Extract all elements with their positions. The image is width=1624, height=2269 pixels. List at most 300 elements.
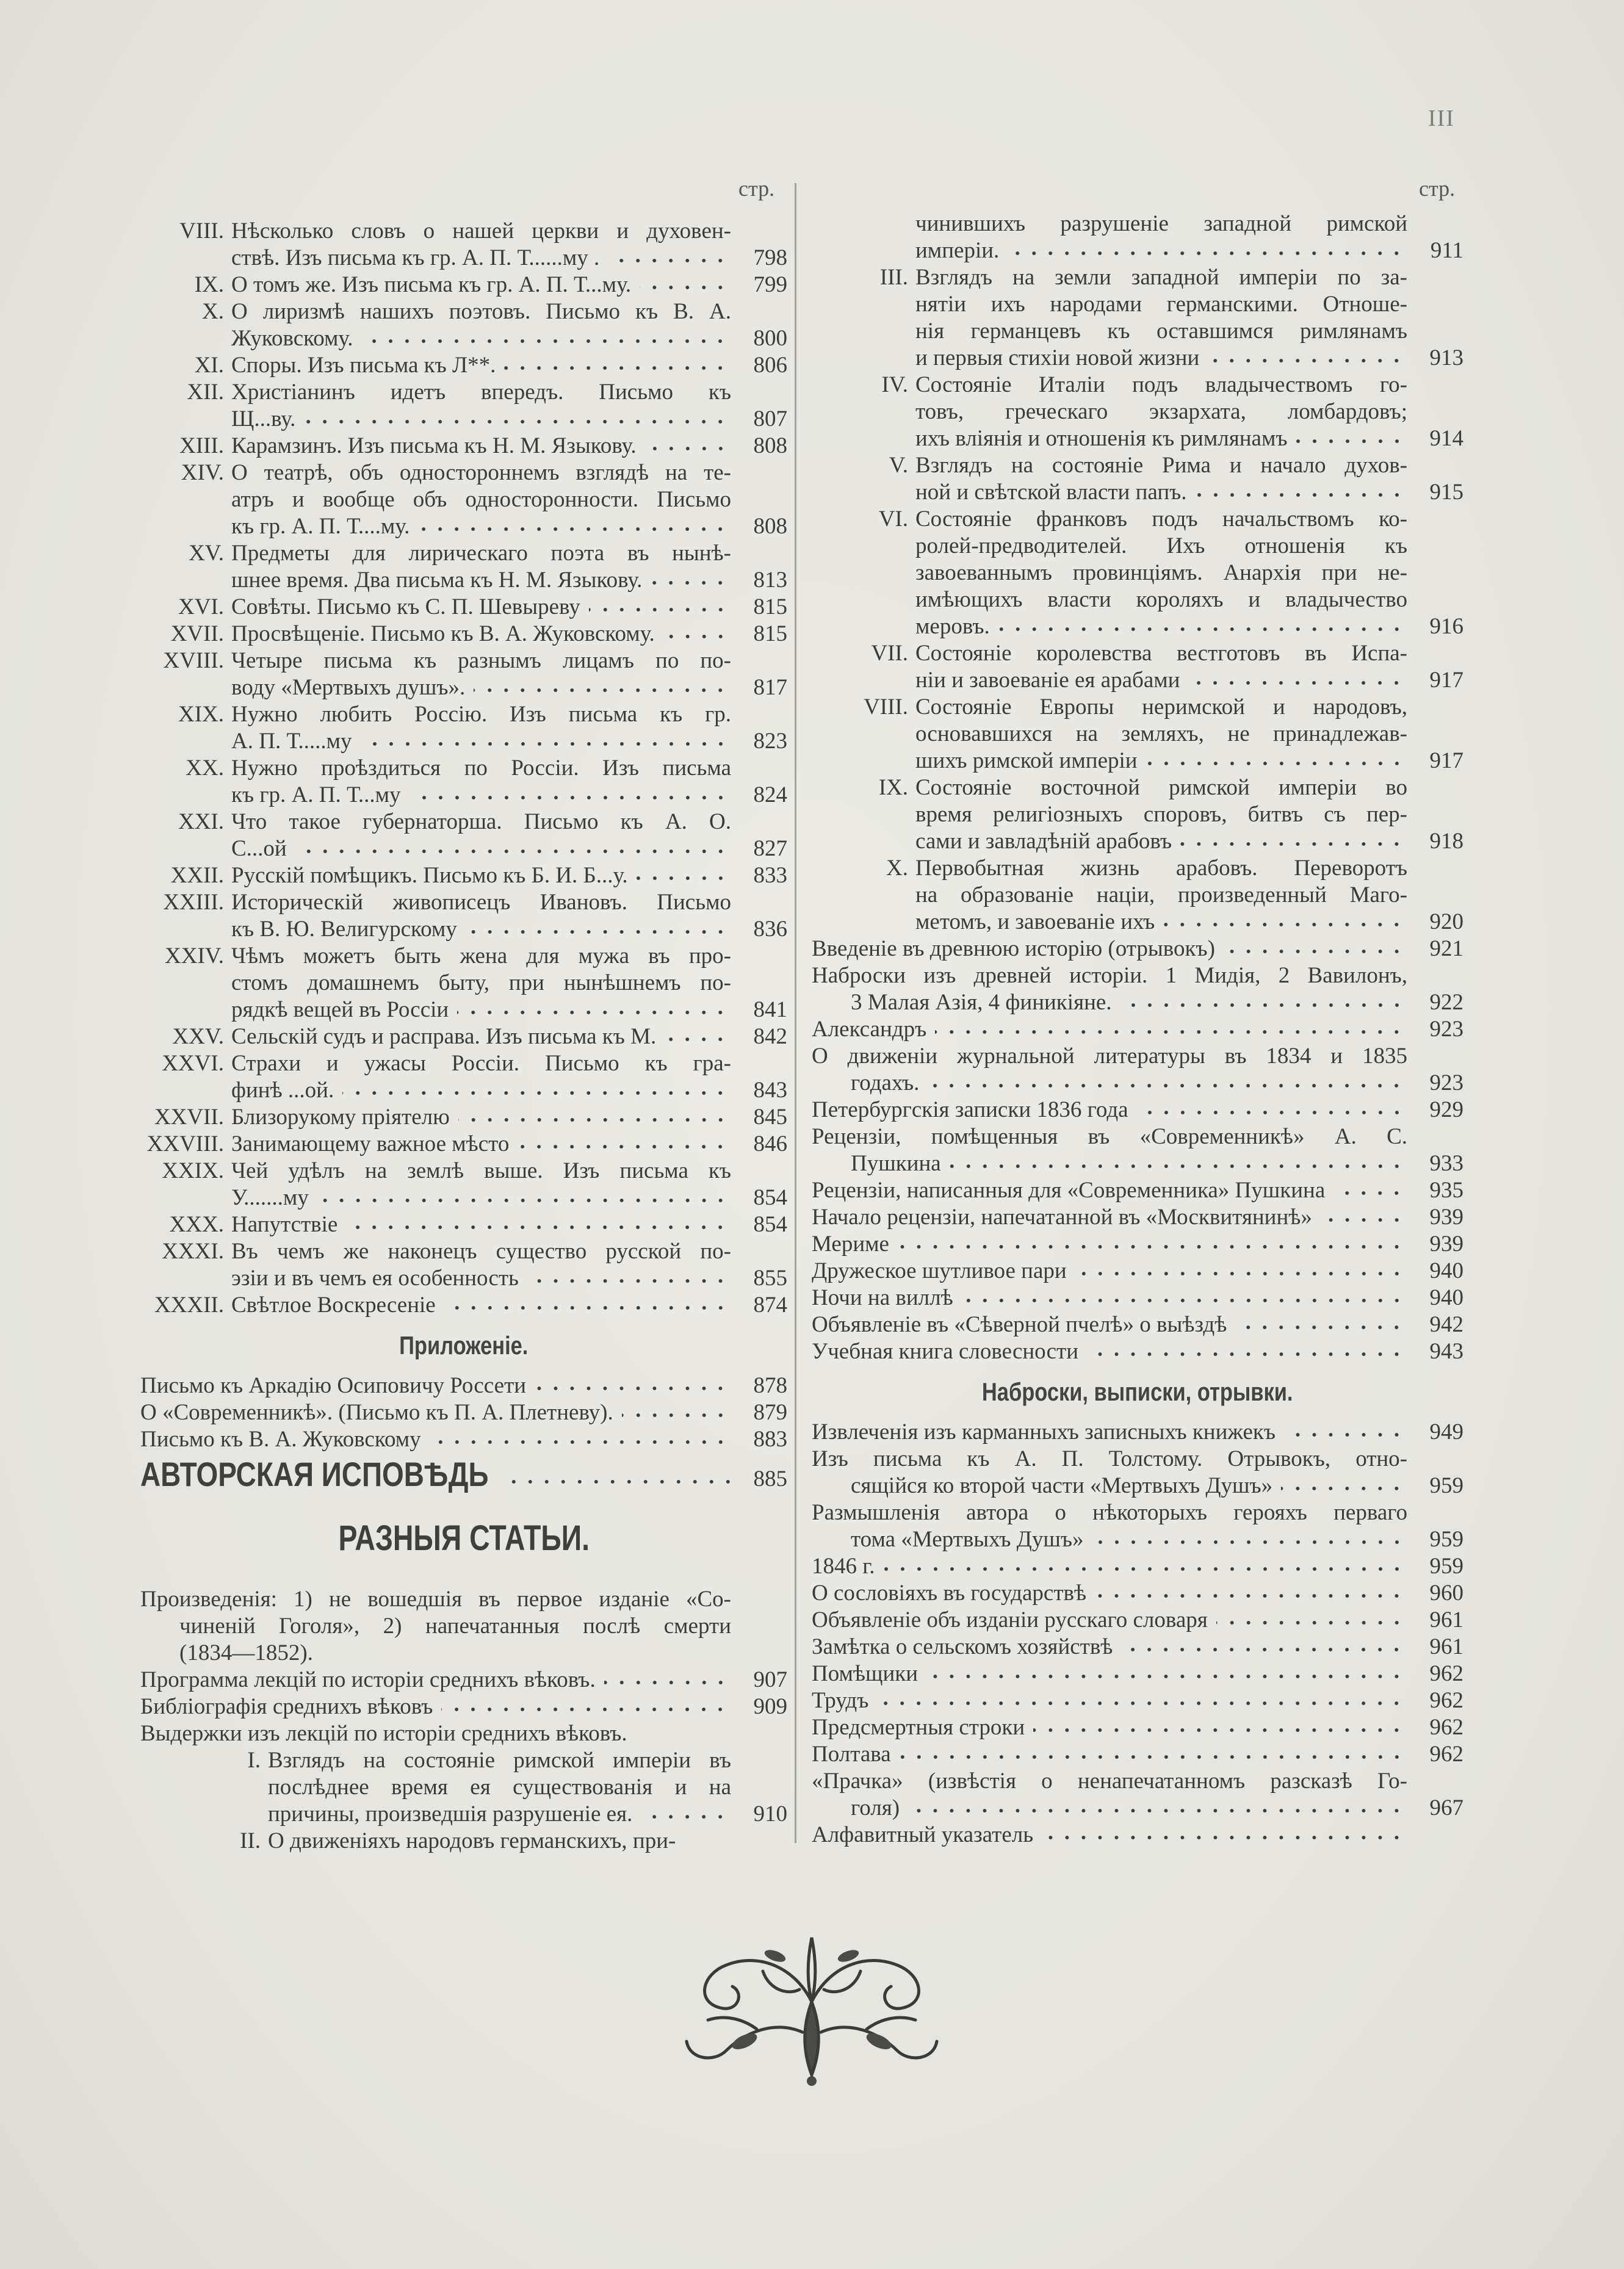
toc-entry[interactable] xyxy=(812,694,1463,774)
toc-entry-line: Состояніе франковъ подъ начальствомъ ко- xyxy=(915,507,1407,532)
toc-entry-line-text: Петербургскія записки 1836 года xyxy=(812,1097,1128,1122)
toc-entry[interactable] xyxy=(812,1231,1463,1258)
toc-entry-line-text: къ гр. А. П. Т....му. xyxy=(231,514,410,539)
toc-entry-page: 879 xyxy=(753,1400,787,1425)
toc-entry-line xyxy=(231,513,731,540)
toc-entry-line xyxy=(812,1097,1407,1124)
section-heading xyxy=(140,1319,787,1373)
toc-entry-line-text: Рецензіи, написанныя для «Современника» Пушкина xyxy=(812,1178,1326,1203)
toc-entry-text xyxy=(231,701,731,755)
toc-entry-line-text: О движеніяхъ народовъ германскихъ, при- xyxy=(268,1828,676,1853)
toc-entry[interactable] xyxy=(140,1292,787,1319)
toc-entry[interactable] xyxy=(140,433,787,460)
toc-entry-line xyxy=(915,345,1407,372)
toc-entry[interactable] xyxy=(812,452,1463,506)
toc-entry-text xyxy=(231,352,731,379)
toc-entry-page: 854 xyxy=(753,1212,787,1237)
toc-entry-line-text: О томъ же. Изъ письма къ гр. А. П. Т...му. xyxy=(231,272,632,297)
toc-entry[interactable] xyxy=(812,1661,1463,1687)
toc-entry-line-text: рядкѣ вещей въ Россіи xyxy=(231,997,449,1022)
toc-entry[interactable] xyxy=(812,1499,1463,1553)
toc-entry[interactable] xyxy=(140,1131,787,1158)
toc-entry-number: I. xyxy=(247,1748,261,1773)
toc-entry-line: Первобытная жизнь арабовъ. Переворотъ xyxy=(915,856,1407,881)
toc-entry-text xyxy=(268,1747,731,1828)
toc-entry-page: 939 xyxy=(1429,1232,1463,1257)
toc-entry-page: 855 xyxy=(753,1266,787,1291)
toc-entry[interactable] xyxy=(140,621,787,648)
toc-entry-line xyxy=(915,667,1407,694)
toc-entry[interactable] xyxy=(812,1124,1463,1177)
toc-entry-line xyxy=(812,1311,1407,1338)
toc-entry-line xyxy=(915,748,1407,774)
toc-entry[interactable] xyxy=(812,1553,1463,1580)
toc-entry-line-text: Выдержки изъ лекцій по исторіи среднихъ вѣковъ. xyxy=(140,1721,627,1746)
toc-entry[interactable] xyxy=(140,1050,787,1104)
toc-entry-line-text: Ночи на виллѣ xyxy=(812,1285,953,1310)
toc-entry-line xyxy=(268,1828,731,1855)
toc-entry-line-text: Свѣтлое Воскресеніе xyxy=(231,1293,436,1318)
dot-leader xyxy=(665,1035,729,1044)
dot-leader xyxy=(1333,1189,1405,1197)
toc-entry-page: 846 xyxy=(753,1131,787,1156)
toc-entry-line xyxy=(812,1177,1407,1204)
toc-entry[interactable] xyxy=(812,1258,1463,1285)
toc-entry-line xyxy=(140,1426,731,1453)
toc-entry-number: XXXII. xyxy=(154,1293,224,1318)
toc-entry[interactable] xyxy=(140,943,787,1023)
dot-leader xyxy=(877,1699,1405,1708)
toc-entry[interactable] xyxy=(812,1714,1463,1741)
toc-entry-page: 824 xyxy=(753,782,787,807)
toc-entry[interactable] xyxy=(812,1285,1463,1311)
toc-entry-line-text: Объявленіе въ «Сѣверной пчелѣ» о выѣздѣ xyxy=(812,1312,1227,1337)
toc-entry[interactable] xyxy=(812,264,1463,372)
dot-leader xyxy=(1180,840,1405,848)
toc-entry-line: нія германцевъ къ оставшимся римлянамъ xyxy=(915,319,1407,344)
toc-entry-number: III. xyxy=(879,265,908,290)
dot-leader xyxy=(458,1116,729,1124)
dot-leader xyxy=(1033,1726,1405,1734)
toc-entry-text xyxy=(140,1373,731,1399)
toc-entry-line-text: Трудъ xyxy=(812,1688,869,1713)
toc-entry[interactable] xyxy=(812,1097,1463,1124)
toc-entry-text xyxy=(812,1661,1407,1687)
toc-entry[interactable] xyxy=(140,1694,787,1720)
toc-entry[interactable] xyxy=(812,211,1463,264)
toc-entry-number: XV. xyxy=(189,541,224,566)
toc-entry-line-text: Совѣты. Письмо къ С. П. Шевыреву xyxy=(231,594,580,619)
toc-entry[interactable] xyxy=(140,460,787,540)
toc-entry-number: XXXI. xyxy=(162,1239,224,1264)
toc-entry-line xyxy=(915,425,1407,452)
toc-entry-line xyxy=(915,237,1407,264)
toc-entry[interactable] xyxy=(812,1043,1463,1097)
toc-entry-page: 827 xyxy=(753,836,787,861)
toc-entry[interactable] xyxy=(140,1023,787,1050)
toc-entry[interactable] xyxy=(140,1158,787,1211)
toc-entry-line: Состояніе Италіи подъ владычествомъ го- xyxy=(915,372,1407,397)
toc-entry-text xyxy=(812,1741,1407,1768)
toc-entry-text xyxy=(231,648,731,701)
dot-leader xyxy=(474,686,729,694)
toc-entry-line-text: Занимающему важное мѣсто xyxy=(231,1131,510,1156)
toc-entry-line xyxy=(231,1077,731,1104)
toc-entry-text xyxy=(231,594,731,621)
toc-entry-line-text: Объявленіе объ изданіи русскаго словаря xyxy=(812,1607,1208,1632)
toc-entry-line xyxy=(140,1399,731,1426)
toc-entry[interactable] xyxy=(140,755,787,809)
toc-entry[interactable] xyxy=(140,701,787,755)
toc-entry-line-text: ніи и завоеваніе ея арабами xyxy=(915,668,1180,693)
dot-leader xyxy=(1075,1269,1405,1278)
toc-entry[interactable] xyxy=(812,1446,1463,1499)
toc-entry-line xyxy=(812,1741,1407,1768)
toc-entry-number: II. xyxy=(240,1828,261,1853)
dot-leader xyxy=(518,1142,729,1151)
toc-entry-number: XXII. xyxy=(170,863,224,888)
toc-entry-text xyxy=(231,218,731,272)
toc-entry[interactable] xyxy=(140,1373,787,1399)
toc-entry-line xyxy=(812,1661,1407,1687)
toc-entry-text xyxy=(231,1238,731,1292)
toc-entry-text xyxy=(812,1311,1407,1338)
toc-entry-page xyxy=(1407,1822,1463,1849)
toc-entry-number: XIV. xyxy=(181,460,224,485)
toc-entry-number xyxy=(812,211,915,237)
toc-entry-line xyxy=(812,989,1407,1016)
toc-entry[interactable] xyxy=(812,1204,1463,1231)
toc-entry[interactable] xyxy=(812,1338,1463,1365)
toc-entry-text xyxy=(231,1050,731,1104)
dot-leader xyxy=(1196,491,1405,499)
toc-entry[interactable] xyxy=(140,1667,787,1694)
toc-entry-page: 874 xyxy=(753,1293,787,1318)
toc-entry-page: 967 xyxy=(1429,1795,1463,1820)
toc-entry-line: чиненій Гоголя», 2) напечатанныя послѣ смерти xyxy=(179,1614,731,1639)
toc-entry-line: нятіи ихъ народами германскими. Отноше- xyxy=(915,292,1407,317)
toc-entry-line-text: причины, произведшія разрушеніе ея. xyxy=(268,1802,633,1827)
toc-entry-page: 913 xyxy=(1429,345,1463,370)
dot-leader xyxy=(645,444,729,453)
toc-entry-text xyxy=(140,1426,731,1453)
dot-leader xyxy=(304,417,729,426)
dot-leader xyxy=(1235,1323,1405,1332)
toc-entry-text xyxy=(812,1687,1407,1714)
toc-entry-line-text: (1834—1852). xyxy=(179,1640,313,1665)
dot-leader xyxy=(1146,759,1405,768)
toc-entry[interactable] xyxy=(140,889,787,943)
toc-entry-text xyxy=(812,962,1407,1016)
dot-leader xyxy=(641,1813,729,1821)
dot-leader xyxy=(1208,356,1405,365)
toc-entry-line: Нѣсколько словъ о нашей церкви и духовен- xyxy=(231,218,731,243)
toc-entry[interactable] xyxy=(812,962,1463,1016)
toc-entry-line: время религіозныхъ споровъ, битвъ съ пер- xyxy=(915,802,1407,827)
toc-entry[interactable] xyxy=(812,1634,1463,1661)
dot-leader xyxy=(928,1081,1405,1090)
toc-entry-page: 878 xyxy=(753,1373,787,1398)
dot-leader xyxy=(608,256,729,265)
toc-entry[interactable] xyxy=(140,379,787,433)
toc-entry-page: 959 xyxy=(1429,1554,1463,1579)
toc-entry-line-text: меровъ. xyxy=(915,614,990,639)
toc-entry[interactable] xyxy=(812,855,1463,936)
dot-leader xyxy=(950,1162,1405,1171)
toc-entry-text xyxy=(812,1204,1407,1231)
toc-entry-number: XXVII. xyxy=(154,1105,224,1130)
dot-leader xyxy=(926,1672,1405,1681)
page-column-label-left: стр. xyxy=(738,176,775,201)
toc-entry-line-text: У.......му xyxy=(231,1185,309,1210)
dot-leader xyxy=(1224,947,1405,956)
toc-entry-line: Состояніе восточной римской имперіи во xyxy=(915,775,1407,800)
toc-entry[interactable] xyxy=(140,1747,787,1828)
toc-entry-line xyxy=(812,1607,1407,1634)
toc-entry-text xyxy=(231,1104,731,1131)
dot-leader xyxy=(1163,920,1405,929)
toc-entry[interactable] xyxy=(140,1104,787,1131)
toc-entry-line-text: метомъ, и завоеваніе ихъ xyxy=(915,909,1155,934)
dot-leader xyxy=(1188,679,1405,687)
toc-entry-page: 962 xyxy=(1429,1715,1463,1740)
toc-entry[interactable] xyxy=(812,1311,1463,1338)
toc-entry-line-text: Споры. Изъ письма къ Л**. xyxy=(231,353,496,378)
dot-leader xyxy=(444,1304,729,1312)
toc-entry-line-text: эзіи и въ чемъ ея особенность xyxy=(231,1266,519,1291)
toc-entry-line xyxy=(140,1694,731,1720)
dot-leader xyxy=(640,283,729,292)
toc-entry[interactable] xyxy=(812,936,1463,962)
toc-entry-line-text: Библіографія среднихъ вѣковъ xyxy=(140,1694,433,1719)
toc-entry-page: 923 xyxy=(1429,1070,1463,1095)
toc-entry-page: 920 xyxy=(1429,909,1463,934)
toc-entry[interactable] xyxy=(140,272,787,298)
toc-entry-text xyxy=(812,1419,1407,1446)
toc-entry-line xyxy=(812,1338,1407,1365)
toc-entry-line-text: шнее время. Два письма къ Н. М. Языкову. xyxy=(231,568,643,593)
toc-entry-text xyxy=(231,1211,731,1238)
toc-entry[interactable] xyxy=(140,352,787,379)
dot-leader xyxy=(651,579,729,587)
toc-entry[interactable] xyxy=(140,1720,787,1747)
toc-entry-page: 800 xyxy=(753,326,787,351)
toc-entry-text xyxy=(231,1131,731,1158)
toc-entry-text xyxy=(812,1285,1407,1311)
toc-entry-line-text: Напутствіе xyxy=(231,1212,338,1237)
toc-entry-page: 943 xyxy=(1429,1339,1463,1364)
toc-entry-line-text: Пушкина xyxy=(851,1151,941,1176)
page-column-label-right: стр. xyxy=(1419,176,1456,201)
toc-entry-number: XXVIII. xyxy=(146,1131,224,1156)
toc-entry-page: 959 xyxy=(1429,1527,1463,1552)
toc-entry-line-text: сами и завладѣній арабовъ xyxy=(915,829,1172,854)
toc-entry[interactable] xyxy=(140,1399,787,1426)
toc-entry-line-text: годахъ. xyxy=(851,1070,920,1095)
dot-leader xyxy=(663,632,729,641)
toc-entry[interactable] xyxy=(812,1607,1463,1634)
dot-leader xyxy=(441,1705,729,1714)
dot-leader xyxy=(622,1411,729,1419)
toc-entry-line-text: Предсмертныя строки xyxy=(812,1715,1025,1740)
toc-entry-title: АВТОРСКАЯ ИСПОВѢДЬ xyxy=(140,1455,489,1493)
toc-entry-page: 808 xyxy=(753,433,787,458)
toc-entry-text xyxy=(231,809,731,862)
toc-entry-text xyxy=(231,272,731,298)
toc-entry-page: 917 xyxy=(1429,748,1463,773)
dot-leader xyxy=(342,1089,729,1097)
toc-entry-line xyxy=(812,1070,1407,1097)
toc-entry[interactable] xyxy=(140,1238,787,1292)
toc-entry-page: 845 xyxy=(753,1105,787,1130)
toc-entry-page: 817 xyxy=(753,675,787,700)
toc-entry-line xyxy=(231,567,731,594)
dot-leader xyxy=(637,874,729,882)
toc-entry-page: 843 xyxy=(753,1078,787,1103)
toc-entry[interactable] xyxy=(812,1580,1463,1607)
toc-entry[interactable] xyxy=(140,1586,787,1667)
toc-entry[interactable] xyxy=(812,1419,1463,1446)
toc-entry-line xyxy=(231,1104,731,1131)
toc-entry-major[interactable] xyxy=(140,1453,787,1496)
dot-leader xyxy=(317,1196,729,1205)
toc-entry-line-text: Извлеченія изъ карманныхъ записныхъ книжекъ xyxy=(812,1419,1276,1445)
toc-entry-line: Четыре письма къ разнымъ лицамъ по по- xyxy=(231,648,731,673)
toc-entry-page: 962 xyxy=(1429,1661,1463,1686)
dot-leader xyxy=(361,740,729,748)
dot-leader xyxy=(935,1028,1405,1036)
toc-entry-line: Страхи и ужасы Россіи. Письмо къ гра- xyxy=(231,1051,731,1076)
toc-entry-line-text: Сельскій судъ и расправа. Изъ письма къ М. xyxy=(231,1024,657,1049)
toc-entry-page: 885 xyxy=(753,1466,787,1492)
toc-entry-page: 939 xyxy=(1429,1205,1463,1230)
toc-entry-line xyxy=(231,272,731,298)
toc-entry[interactable] xyxy=(140,298,787,352)
toc-entry-line-text: Алфавитный указатель xyxy=(812,1822,1034,1847)
toc-entry-page: 959 xyxy=(1429,1473,1463,1498)
toc-entry-page: 921 xyxy=(1429,936,1463,961)
dot-leader xyxy=(589,605,729,614)
toc-entry-number: XXIII. xyxy=(163,890,224,915)
dot-leader xyxy=(1137,1108,1405,1117)
toc-entry-line: Наброски изъ древней исторіи. 1 Мидія, 2 Вавилонъ, xyxy=(812,963,1407,988)
toc-entry-page: 942 xyxy=(1429,1312,1463,1337)
toc-entry-line-text: Письмо къ Аркадію Осиповичу Россети xyxy=(140,1373,527,1398)
toc-entry[interactable] xyxy=(812,774,1463,855)
toc-entry-line: Предметы для лирическаго поэта въ нынѣ- xyxy=(231,541,731,566)
toc-entry-line-text: Щ...ву. xyxy=(231,406,296,431)
dot-leader xyxy=(1042,1833,1405,1842)
toc-entry[interactable] xyxy=(140,540,787,594)
dot-leader xyxy=(346,1223,729,1232)
toc-entry-line xyxy=(231,674,731,701)
dot-leader xyxy=(295,847,729,856)
toc-entry[interactable] xyxy=(812,1822,1463,1849)
toc-entry[interactable] xyxy=(140,218,787,272)
toc-entry-number: IX. xyxy=(194,272,224,297)
toc-entry-text xyxy=(140,1720,731,1747)
dot-leader xyxy=(535,1384,729,1393)
toc-entry[interactable] xyxy=(812,1177,1463,1204)
toc-entry-line xyxy=(231,1211,731,1238)
toc-entry-line-text: Помѣщики xyxy=(812,1661,918,1686)
toc-entry-page: 940 xyxy=(1429,1258,1463,1283)
toc-entry-line-text: шихъ римской имперіи xyxy=(915,748,1138,773)
toc-entry[interactable] xyxy=(140,1426,787,1453)
toc-entry[interactable] xyxy=(812,506,1463,640)
toc-entry-number: X. xyxy=(202,299,224,324)
toc-entry[interactable] xyxy=(140,594,787,621)
toc-entry-text xyxy=(231,298,731,352)
toc-entry-page: 823 xyxy=(753,729,787,754)
toc-entry-line xyxy=(140,1640,731,1667)
toc-entry-line xyxy=(812,1822,1407,1849)
toc-entry[interactable] xyxy=(140,1828,787,1855)
toc-entry-text xyxy=(140,1667,731,1694)
toc-entry-text xyxy=(812,1446,1407,1499)
toc-entry-text xyxy=(915,774,1407,855)
toc-entry-text xyxy=(140,1399,731,1426)
toc-entry-line: Взглядъ на состояніе римской имперіи въ xyxy=(268,1748,731,1773)
toc-entry[interactable] xyxy=(812,372,1463,452)
section-heading xyxy=(812,1365,1463,1419)
toc-left-column xyxy=(140,218,787,1855)
toc-entry-text xyxy=(231,889,731,943)
toc-entry-text xyxy=(915,855,1407,936)
toc-entry-line-text: Просвѣщеніе. Письмо къ В. А. Жуковскому. xyxy=(231,621,655,646)
dot-leader xyxy=(908,1806,1405,1815)
toc-entry[interactable] xyxy=(812,1016,1463,1043)
toc-entry-page: 808 xyxy=(753,514,787,539)
dot-leader xyxy=(457,1008,729,1017)
toc-entry-text xyxy=(231,460,731,540)
toc-entry-line-text: Дружеское шутливое пари xyxy=(812,1258,1067,1283)
toc-entry-line xyxy=(812,1795,1407,1822)
toc-entry-text xyxy=(812,1016,1407,1043)
toc-entry-page: 933 xyxy=(1429,1151,1463,1176)
section-heading-text: Наброски, выписки, отрывки. xyxy=(982,1377,1293,1406)
toc-entry-line: имѣющихъ власти короляхъ и владычество xyxy=(915,587,1407,612)
toc-entry[interactable] xyxy=(812,1768,1463,1822)
toc-entry[interactable] xyxy=(140,862,787,889)
toc-entry-line xyxy=(268,1801,731,1828)
toc-entry[interactable] xyxy=(812,1741,1463,1768)
toc-entry[interactable] xyxy=(140,648,787,701)
toc-entry-page: 842 xyxy=(753,1024,787,1049)
toc-entry-text xyxy=(231,379,731,433)
toc-entry-text xyxy=(812,1714,1407,1741)
toc-entry-line xyxy=(812,1285,1407,1311)
toc-entry-line: послѣднее время ея существованія и на xyxy=(268,1775,731,1800)
toc-entry-line-text: голя) xyxy=(851,1795,900,1820)
toc-entry-page: 799 xyxy=(753,272,787,297)
toc-entry-text xyxy=(812,1177,1407,1204)
dot-leader xyxy=(361,337,729,345)
toc-entry[interactable] xyxy=(140,809,787,862)
toc-entry-line-text: С...ой xyxy=(231,836,287,861)
toc-entry-line xyxy=(231,621,731,648)
toc-entry-line xyxy=(231,1292,731,1319)
toc-entry-number: XII. xyxy=(187,380,224,405)
toc-entry-number: XVI. xyxy=(178,594,224,619)
toc-entry-line-text: О сословіяхъ въ государствѣ xyxy=(812,1581,1087,1606)
dot-leader xyxy=(1121,1001,1405,1009)
toc-entry[interactable] xyxy=(812,1687,1463,1714)
toc-entry-text xyxy=(812,1768,1407,1822)
toc-entry[interactable] xyxy=(812,640,1463,694)
toc-entry-line xyxy=(812,1687,1407,1714)
toc-entry[interactable] xyxy=(140,1211,787,1238)
